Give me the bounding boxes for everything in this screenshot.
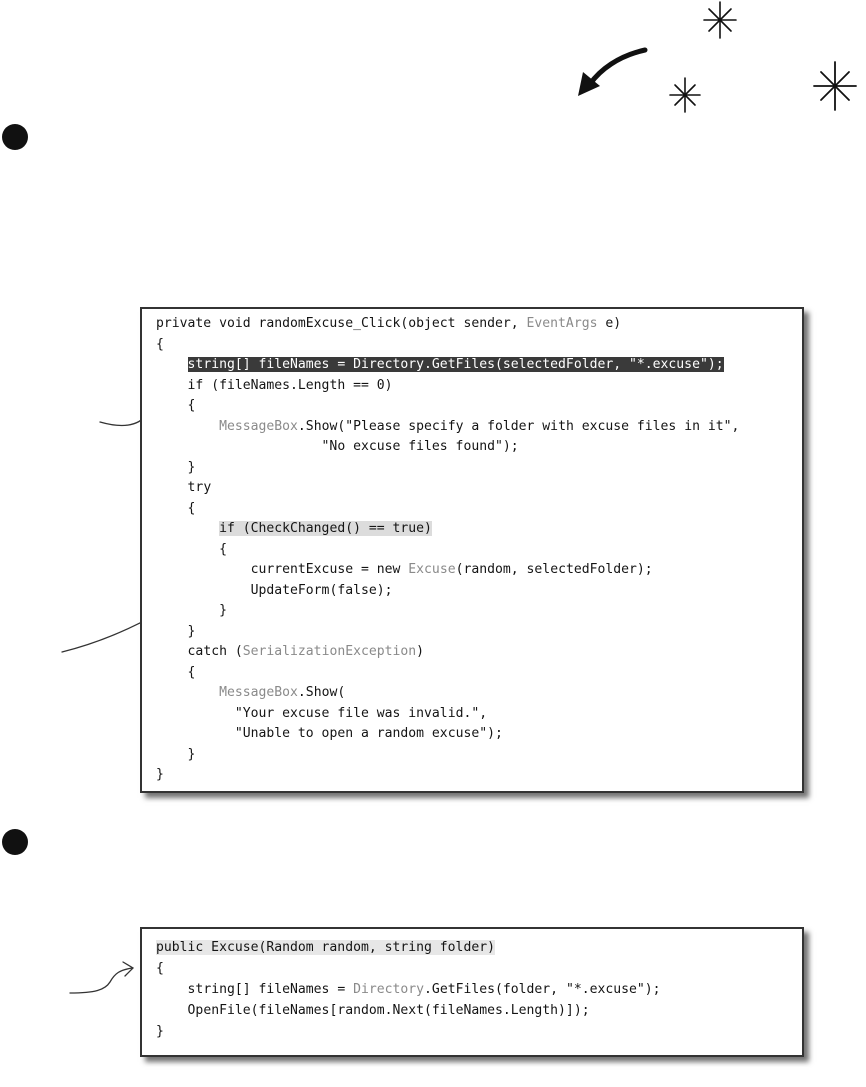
code-token: currentExcuse = new [250,562,409,577]
code-line [156,438,519,456]
code-token: "Unable to open a random excuse"); [234,726,503,741]
code-type-name: MessageBox [219,685,298,700]
code-line [156,418,739,436]
code-text [322,439,519,454]
code-line [156,397,195,415]
code-token: { [219,541,227,557]
code-token: private void randomExcuse_Click(object sender, [156,316,527,331]
code-line [156,500,195,518]
code-line [156,981,661,999]
sparkle-icon [670,78,700,112]
code-token: } [219,603,227,618]
code-text [235,726,503,741]
code-text [188,982,661,997]
code-line [156,643,424,661]
code-line [156,479,211,497]
code-text [156,767,164,782]
code-indent [156,685,219,700]
code-text [251,562,653,577]
sparkle-icon [704,2,736,38]
bullet-icon [2,124,28,150]
code-indent [156,378,188,393]
code-token: public Excuse(Random random, string folder) [156,940,495,955]
code-token: { [187,500,196,516]
code-text [156,961,164,976]
code-type-name: MessageBox [219,418,298,434]
code-indent [156,460,188,475]
code-token: .Show( [297,685,346,700]
code-token: .Show("Please specify a folder with excuse files in it", [297,418,740,434]
code-text [188,480,212,495]
code-token: string[] fileNames = Directory.GetFiles(selectedFolder, "*.excuse"); [187,357,724,372]
code-indent [156,665,188,680]
code-token: } [187,459,196,475]
code-text [188,1003,590,1018]
code-line [156,1023,164,1041]
code-token: { [187,398,196,413]
code-token: if (fileNames.Length == 0) [187,377,393,393]
curved-arrow-icon [578,50,645,96]
code-text [156,1024,164,1039]
code-indent [156,624,188,639]
code-token: { [156,336,164,352]
code-token: try [187,480,212,495]
code-token: string[] fileNames = [187,982,354,997]
code-line [156,582,393,600]
code-indent [156,644,188,659]
code-text [188,501,196,516]
code-text [188,747,196,762]
code-token: catch ( [187,644,243,659]
code-text [219,603,227,618]
code-token: { [187,664,196,680]
sparkle-icon [814,62,856,110]
code-token: } [156,767,164,782]
code-text [188,665,196,680]
code-token: UpdateForm(false); [250,582,393,598]
code-line [156,746,195,764]
code-text [219,521,432,536]
code-text [219,685,345,700]
code-token: ) [416,644,425,659]
code-line [156,684,345,702]
code-line [156,459,195,477]
code-line [156,602,227,620]
code-token: if (CheckChanged() == true) [219,521,432,536]
code-indent [156,501,188,516]
code-line [156,623,195,641]
code-line [156,939,495,957]
code-indent [156,419,219,434]
code-token: } [156,1024,164,1039]
code-token: { [156,961,164,976]
hand-drawn-arrow-icon [70,962,133,993]
code-indent [156,521,219,536]
code-line [156,725,503,743]
code-line [156,1002,590,1020]
code-token: (random, selectedFolder); [455,562,653,577]
code-line [156,766,164,784]
code-block-excuse-constructor [140,927,804,1057]
code-line [156,960,164,978]
code-line [156,315,621,333]
code-line [156,336,164,354]
code-token: .GetFiles(folder, "*.excuse"); [424,982,661,997]
code-text [188,624,196,639]
code-type-name: Directory [353,982,425,997]
code-indent [156,603,219,618]
code-indent [156,747,188,762]
code-token: "Your excuse file was invalid.", [234,705,488,721]
code-indent [156,480,188,495]
code-indent [156,982,188,997]
code-line [156,664,195,682]
code-indent [156,562,251,577]
code-type-name: Excuse [408,562,456,577]
code-indent [156,1003,188,1018]
code-token: e) [597,316,622,331]
code-indent [156,542,219,557]
code-text [156,940,495,955]
code-line [156,356,724,374]
code-text [188,378,393,393]
code-text [235,706,487,721]
code-text [188,644,425,659]
code-token: } [187,746,196,762]
code-text [156,316,621,331]
code-token: "No excuse files found"); [321,439,519,454]
code-text [219,419,739,434]
code-block-random-excuse-click [140,307,804,793]
code-type-name: EventArgs [526,316,598,331]
code-indent [156,706,235,721]
code-indent [156,439,322,454]
code-line [156,561,653,579]
code-line [156,541,227,559]
code-token: } [187,623,196,639]
bullet-icon [2,829,28,855]
code-text [251,583,393,598]
code-text [188,460,196,475]
code-line [156,705,487,723]
code-indent [156,357,188,372]
code-text [156,337,164,352]
code-indent [156,583,251,598]
code-token: OpenFile(fileNames[random.Next(fileNames.Length)]); [187,1003,590,1018]
code-indent [156,398,188,413]
code-line [156,520,432,538]
code-text [188,357,724,372]
code-indent [156,726,235,741]
code-text [188,398,196,413]
code-type-name: SerializationException [242,644,417,659]
code-line [156,377,393,395]
code-text [219,542,227,557]
